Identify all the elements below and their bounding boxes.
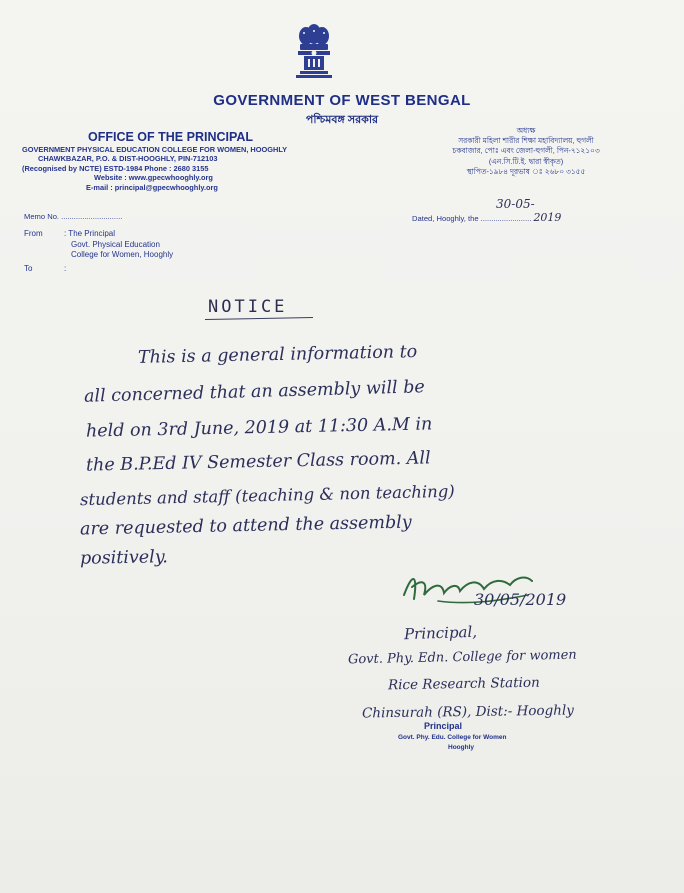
notice-body-line: This is a general information to (137, 342, 418, 368)
notice-body-line: all concerned that an assembly will be (83, 377, 426, 407)
memo-number: Memo No. ............................. (24, 212, 123, 221)
notice-body-line: the B.P.Ed IV Semester Class room. All (85, 448, 431, 476)
signature-line: Chinsurah (RS), Dist:- Hooghly (361, 702, 574, 722)
notice-title-underline (205, 317, 313, 320)
national-emblem-icon (292, 22, 336, 80)
letterhead-english-block (22, 145, 352, 192)
recognition-line: (Recognised by NCTE) ESTD-1984 Phone : 2680 3155 (22, 163, 209, 173)
notice-body-line: students and staff (teaching & non teaching) (79, 481, 455, 510)
dated-line (412, 211, 561, 224)
government-title: GOVERNMENT OF WEST BENGAL (213, 92, 471, 109)
to-value: : (64, 263, 67, 273)
signature-line: Rice Research Station (387, 674, 540, 694)
website-line: Website : www.gpecwhooghly.org (94, 173, 213, 183)
college-address: CHAWKBAZAR, P.O. & DIST-HOOGHLY, PIN-712103 (38, 154, 218, 164)
email-line: E-mail : principal@gpecwhooghly.org (86, 182, 218, 192)
bengali-line: স্থাপিত-১৯৮৪ দূরভাষ ঃ ২৬৮০ ৩১৫৫ (466, 166, 586, 176)
from-line: : The Principal (64, 229, 115, 238)
bengali-line: (এন.সি.টি.ই. দ্বারা স্বীকৃত) (488, 156, 564, 166)
notice-body-line: held on 3rd June, 2019 at 11:30 A.M in (85, 414, 433, 442)
dated-label: Dated, Hooghly, the ........................ (412, 214, 532, 223)
stamp-title: Principal (424, 721, 463, 731)
from-to-block (24, 229, 173, 274)
handwritten-date: 30-05- (496, 197, 535, 211)
stamp-college: Govt. Phy. Edu. College for Women (398, 734, 507, 741)
stamp-place: Hooghly (448, 744, 474, 751)
from-label: From (24, 229, 43, 238)
notice-title: NOTICE (208, 297, 288, 317)
notice-body-line: are requested to attend the assembly (79, 512, 412, 540)
government-title-bengali: পশ্চিমবঙ্গ সরকার (305, 114, 379, 126)
to-label: To (24, 263, 33, 273)
signature-line: Principal, (403, 622, 478, 644)
signature-line: Govt. Phy. Edn. College for women (347, 647, 577, 668)
from-line: College for Women, Hooghly (71, 250, 174, 259)
bengali-line: চকবাজার, পোঃ এবং জেলা-হুগলী, পিন-৭১২১০৩ (452, 146, 600, 156)
letterhead-bengali-block (386, 126, 666, 177)
bengali-line: সরকারী মহিলা শারীর শিক্ষা মহাবিদ্যালয়, হুগলী (458, 136, 594, 146)
bengali-line: অধ্যক্ষ (516, 126, 536, 135)
signature-date: 30/05/2019 (474, 590, 567, 609)
college-name: GOVERNMENT PHYSICAL EDUCATION COLLEGE FOR WOMEN, HOOGHLY (22, 145, 288, 154)
office-title: OFFICE OF THE PRINCIPAL (88, 130, 254, 144)
notice-body-line: positively. (79, 547, 169, 569)
dated-year: 2019 (533, 211, 562, 224)
from-line: Govt. Physical Education (71, 239, 160, 249)
